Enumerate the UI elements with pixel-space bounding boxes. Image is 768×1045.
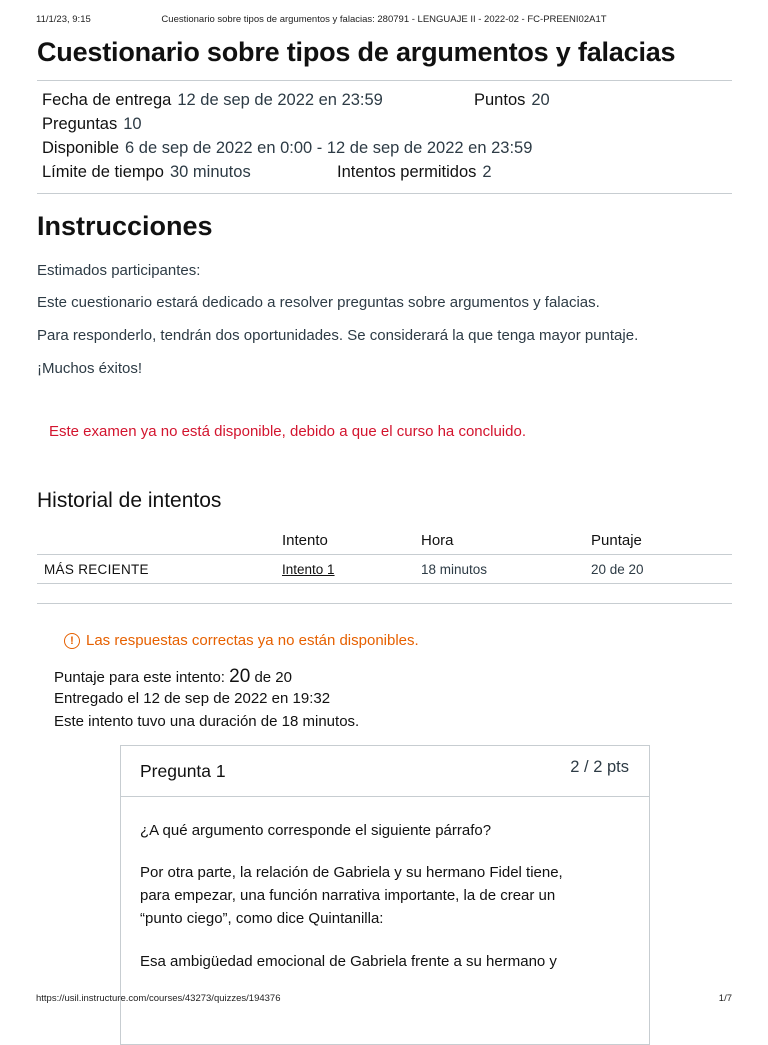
submitted-at: Entregado el 12 de sep de 2022 en 19:32 bbox=[54, 690, 331, 707]
instructions-paragraph: Este cuestionario estará dedicado a resolver preguntas sobre argumentos y falacias. bbox=[37, 294, 600, 311]
question-title: Pregunta 1 bbox=[140, 761, 226, 781]
title-divider bbox=[37, 80, 732, 81]
question-text-line: para empezar, una función narrativa importante, la de crear un bbox=[140, 887, 556, 904]
page-number: 1/7 bbox=[718, 993, 732, 1004]
question-header bbox=[121, 746, 649, 797]
availability-row bbox=[42, 139, 532, 158]
attempt-link[interactable]: Intento 1 bbox=[282, 562, 335, 577]
quiz-title: Cuestionario sobre tipos de argumentos y falacias bbox=[37, 37, 676, 67]
history-divider bbox=[37, 603, 732, 604]
score-prefix: Puntaje para este intento: bbox=[54, 669, 225, 686]
question-text-line: Por otra parte, la relación de Gabriela y su hermano Fidel tiene, bbox=[140, 864, 563, 881]
attempts-label: Intentos permitidos bbox=[337, 163, 477, 181]
time-limit-row bbox=[42, 163, 251, 182]
attempts-row bbox=[337, 163, 492, 182]
table-header-divider bbox=[37, 554, 732, 555]
attempt-duration: Este intento tuvo una duración de 18 minutos. bbox=[54, 713, 360, 730]
score-suffix: de 20 bbox=[254, 669, 292, 686]
question-quote-line: Esa ambigüedad emocional de Gabriela frente a su hermano y bbox=[140, 953, 557, 970]
instructions-greeting: Estimados participantes: bbox=[37, 262, 201, 279]
print-header bbox=[0, 14, 768, 30]
print-date: 11/1/23, 9:15 bbox=[36, 14, 91, 25]
column-header-time: Hora bbox=[421, 532, 454, 549]
warning-text: Las respuestas correctas ya no están disponibles. bbox=[86, 632, 419, 649]
most-recent-label: MÁS RECIENTE bbox=[44, 562, 149, 577]
details-divider bbox=[37, 193, 732, 194]
due-date-row bbox=[42, 91, 383, 110]
points-value: 20 bbox=[531, 91, 550, 109]
instructions-heading: Instrucciones bbox=[37, 211, 213, 241]
warning-icon: ! bbox=[64, 633, 80, 649]
points-label: Puntos bbox=[474, 91, 526, 109]
question-points: 2 / 2 pts bbox=[570, 758, 629, 776]
answers-unavailable-warning bbox=[64, 632, 419, 649]
exam-unavailable-notice: Este examen ya no está disponible, debido a que el curso ha concluido. bbox=[49, 423, 526, 440]
print-document-title: Cuestionario sobre tipos de argumentos y falacias: 280791 - LENGUAJE II - 2022-02 - FC-PREENI02A1T bbox=[161, 14, 607, 25]
question-text-line: “punto ciego”, como dice Quintanilla: bbox=[140, 910, 384, 927]
attempt-score-line bbox=[54, 666, 292, 688]
column-header-score: Puntaje bbox=[591, 532, 642, 549]
print-url: https://usil.instructure.com/courses/43273/quizzes/194376 bbox=[36, 993, 281, 1004]
attempt-score: 20 de 20 bbox=[591, 562, 644, 577]
instructions-paragraph: Para responderlo, tendrán dos oportunidades. Se considerará la que tenga mayor puntaje. bbox=[37, 327, 639, 344]
questions-label: Preguntas bbox=[42, 115, 118, 133]
column-header-attempt: Intento bbox=[282, 532, 328, 549]
question-prompt: ¿A qué argumento corresponde el siguiente párrafo? bbox=[140, 822, 492, 839]
attempt-history-heading: Historial de intentos bbox=[37, 489, 222, 512]
questions-value: 10 bbox=[123, 115, 142, 133]
due-date-label: Fecha de entrega bbox=[42, 91, 172, 109]
attempts-value: 2 bbox=[482, 163, 492, 181]
time-limit-label: Límite de tiempo bbox=[42, 163, 164, 181]
availability-value: 6 de sep de 2022 en 0:00 - 12 de sep de 2022 en 23:59 bbox=[125, 139, 533, 157]
print-footer bbox=[0, 993, 768, 1009]
table-row-divider bbox=[37, 583, 732, 584]
questions-row bbox=[42, 115, 142, 134]
time-limit-value: 30 minutos bbox=[169, 163, 251, 181]
availability-label: Disponible bbox=[42, 139, 120, 157]
instructions-closing: ¡Muchos éxitos! bbox=[37, 360, 143, 377]
attempt-time: 18 minutos bbox=[421, 562, 488, 577]
score-value: 20 bbox=[229, 666, 251, 687]
points-row bbox=[474, 91, 550, 110]
due-date-value: 12 de sep de 2022 en 23:59 bbox=[177, 91, 383, 109]
